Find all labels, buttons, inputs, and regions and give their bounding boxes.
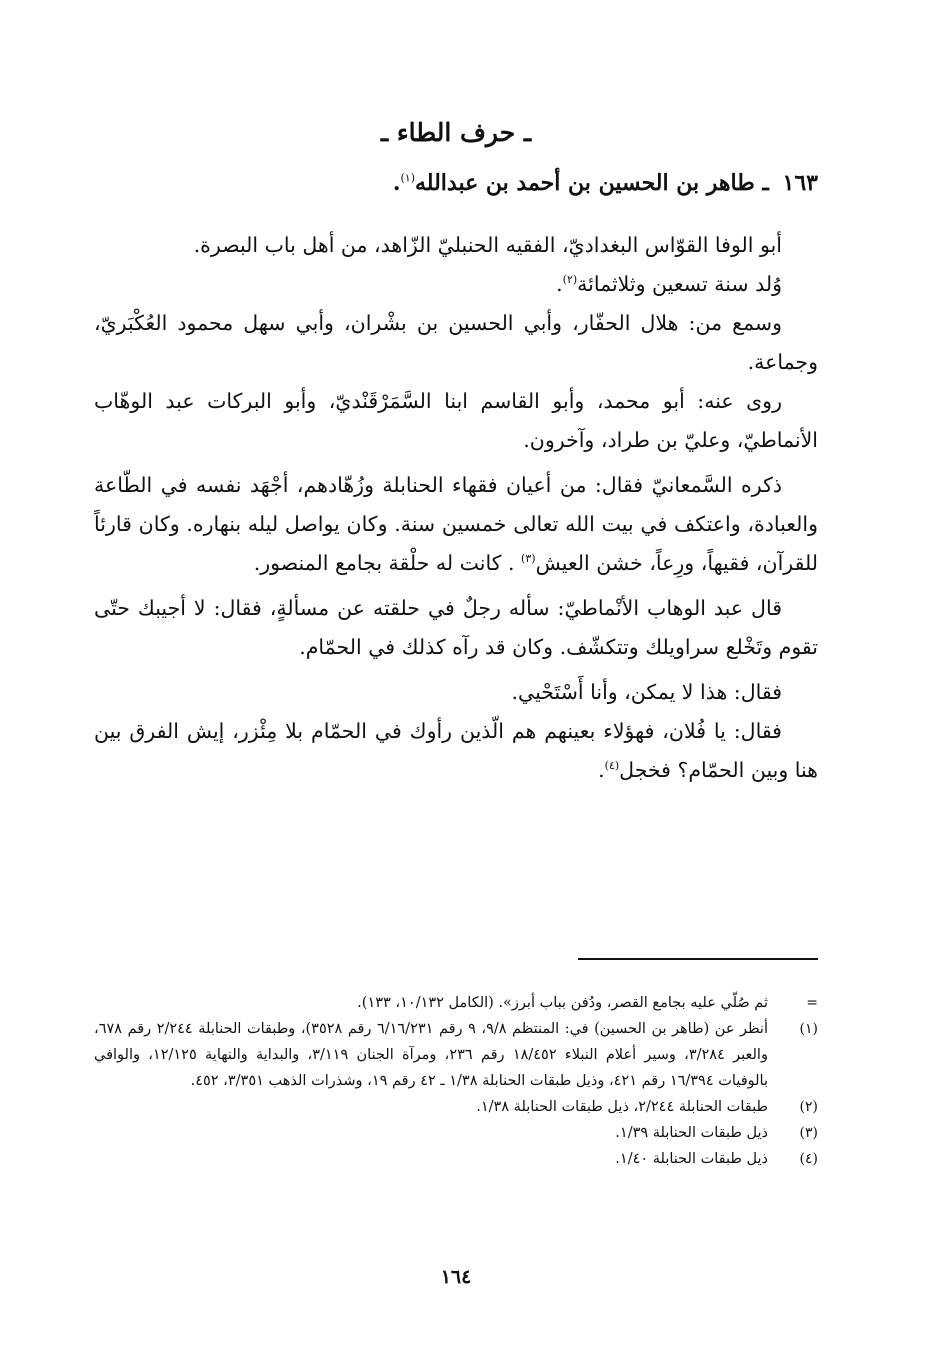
page-number: ١٦٤	[440, 1266, 472, 1288]
section-heading: ـ حرف الطاء ـ	[380, 118, 532, 147]
entry-title	[94, 170, 818, 196]
paragraph-text: فقال: يا فُلان، فهؤلاء بعينهم هم الّذين رأوك في الحمّام بلا مِئْزر، إيش الفرق بين هنا وبين الحمّام؟ فخجل	[94, 719, 818, 782]
paragraph-samani	[94, 466, 818, 583]
paragraph-text: روى عنه: أبو محمد، وأبو القاسم ابنا السَّمَرْقَنْديّ، وأبو البركات عبد الوهّاب الأنماطيّ، وعليّ بن طراد، وآخرون.	[94, 389, 818, 452]
footnote-text: ذيل طبقات الحنابلة ١/٣٩.	[615, 1125, 768, 1141]
paragraph-text: أبو الوفا القوّاس البغداديّ، الفقيه الحنبليّ الزّاهد، من أهل باب البصرة.	[193, 233, 782, 257]
footnote-continuation	[94, 990, 818, 1016]
footnote-1	[94, 1016, 818, 1094]
entry-separator: ـ	[762, 170, 769, 196]
footnote-3	[94, 1120, 818, 1146]
book-page	[94, 0, 818, 1370]
paragraph-kunya	[94, 226, 818, 265]
paragraph-answer: فقال: يا فُلان، فهؤلاء بعينهم هم الّذين رأوك في الحمّام بلا مِئْزر، إيش الفرق بين هنا وبين الحمّام؟ فخجل$^{(٤)}$.	[94, 719, 818, 782]
paragraph-text: فقال: هذا لا يمكن، وأنا أَسْتَحْيي.	[511, 680, 782, 704]
paragraph-text: قال عبد الوهاب الأنْماطيّ: سأله رجلٌ في حلقته عن مسألةٍ، فقال: لا أجيبك حتّى تقوم وتَخْلع سراويلك وتتكشّف. وكان قد رآه كذلك في الحمّام.	[94, 596, 818, 659]
footnote-mark: (٣)	[799, 1125, 818, 1141]
paragraph-reply	[94, 673, 818, 712]
footnote-2	[94, 1094, 818, 1120]
footnote-mark: =	[806, 995, 818, 1011]
footnote-4	[94, 1146, 818, 1172]
main-text	[94, 226, 818, 790]
entry-name: طاهر بن الحسين بن أحمد بن عبدالله	[415, 170, 755, 196]
footnote-ref-1: (١)	[400, 171, 416, 185]
paragraph-anmati	[94, 589, 818, 667]
footnote-mark: (٢)	[799, 1099, 818, 1115]
paragraph-text: ذكره السَّمعانيّ فقال: من أعيان فقهاء الحنابلة وزُهّادهم، أجْهَد نفسه في الطّاعة والعبادة، واعتكف في بيت الله تعالى خمسين سنة. وكان يواصل ليله بنهاره. وكان قارئاً للقرآن، فقيهاً، ورِعاً، خشن العيش	[94, 473, 818, 575]
footnote-text: ذيل طبقات الحنابلة ١/٤٠.	[615, 1151, 768, 1167]
paragraph-text: وسمع من: هلال الحفّار، وأبي الحسين بن بشْران، وأبي سهل محمود العُكْبَريّ، وجماعة.	[94, 311, 818, 374]
paragraph-students	[94, 382, 818, 460]
footnote-text: ثم صُلّي عليه بجامع القصر، ودُفن بباب أبرز». (الكامل ١٠/١٣٢، ١٣٣).	[357, 995, 768, 1011]
paragraph-text: . كانت له حلْقة بجامع المنصور.	[253, 551, 522, 575]
paragraph-birth: وُلد سنة تسعين وثلاثمائة$^{(٢)}$.	[556, 272, 782, 296]
paragraph-text: وُلد سنة تسعين وثلاثمائة	[577, 272, 782, 296]
footnote-text: أنظر عن (طاهر بن الحسين) في: المنتظم ٩/٨، ٩ رقم ٦/١٦/٢٣١ رقم ٣٥٢٨)، وطبقات الحنابلة ٢/٢٤٤ رقم ٦٧٨، والعبر ٣/٢٨٤، وسير أعلام النبلاء ١٨/٤٥٢ رقم ٢٣٦، ومرآة الجنان ٣/١١٩، والبداية والنهاية ١٢/١٢٥، والوافي بالوفيات ١٦/٣٩٤ رقم ٤٢١، وذيل طبقات الحنابلة ١/٣٨ ـ ٤٢ رقم ١٩، وشذرات الذهب ٣/٣٥١، ٤٥٢.	[94, 1021, 768, 1089]
footnote-divider	[578, 958, 818, 960]
entry-number: ١٦٣	[782, 170, 818, 196]
footnote-ref-3: (٣)	[521, 552, 536, 566]
footnote-text: طبقات الحنابلة ٢/٢٤٤، ذيل طبقات الحنابلة ١/٣٨.	[476, 1099, 768, 1115]
footnote-mark: (٤)	[799, 1151, 818, 1167]
footnote-mark: (١)	[799, 1021, 818, 1037]
paragraph-teachers	[94, 304, 818, 382]
entry-end: .	[392, 170, 401, 196]
footnotes	[94, 990, 818, 1172]
footnote-ref-2: (٢)	[562, 273, 578, 287]
footnote-ref-4: (٤)	[604, 759, 620, 773]
